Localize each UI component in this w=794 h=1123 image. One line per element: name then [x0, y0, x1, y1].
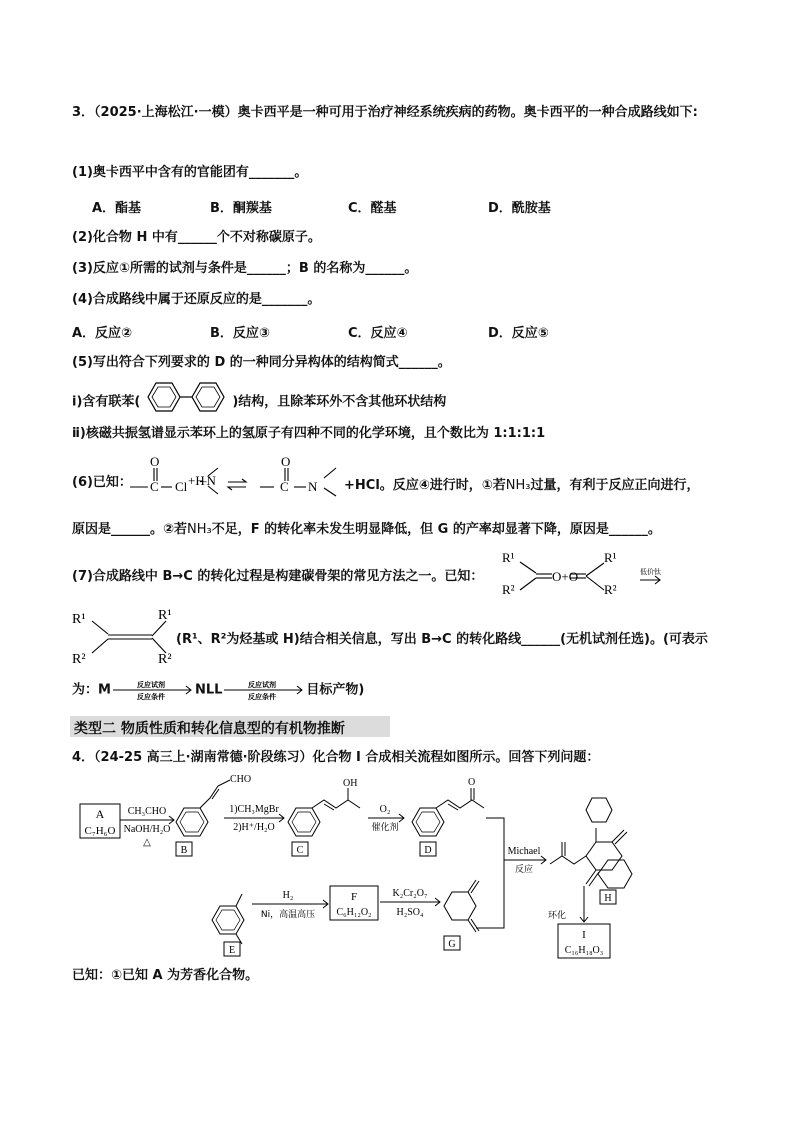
q3-part6-text — [344, 474, 700, 493]
q3-p1-option-c: C．醛基 — [348, 201, 397, 216]
q4-intro: 4．（24-25 高三上·湖南常德·阶段练习）化合物 I 合成相关流程如图所示。回答下列问题： — [72, 750, 600, 765]
q3-part1: (1)奥卡西平中含有的官能团有_______。 — [72, 165, 308, 180]
scheme-r4-top: H₂ — [282, 890, 294, 901]
arrow2-bottom: 反应条件 — [248, 693, 277, 701]
svg-text:R²: R² — [72, 652, 86, 667]
p6-nh3-2: NH₃ — [187, 522, 212, 537]
q3-p5-condition-i — [72, 389, 446, 415]
svg-text:Cl: Cl — [175, 479, 188, 494]
q3-part7: (7)合成路线中 B→C 的转化过程是构建碳骨架的常见方法之一。已知： — [72, 569, 484, 584]
section-title: 类型二 物质性质和转化信息型的有机物推断 — [74, 721, 345, 737]
condition-i-prefix: ⅰ)含有联苯( — [72, 394, 141, 410]
q3-part6-line2 — [72, 521, 661, 539]
q3-part7-cont: (R¹、R²为烃基或 H)结合相关信息，写出 B→C 的转化路线______(无机试剂任选)。(可表示 — [176, 632, 708, 647]
p6-line2a: 原因是______。②若 — [72, 522, 188, 537]
scheme-r1-delta: △ — [143, 837, 151, 848]
scheme-A-label: A — [95, 807, 105, 821]
p7-last-b: NLL — [194, 682, 223, 698]
scheme-D: D — [424, 845, 432, 856]
scheme-CHO: CHO — [230, 774, 252, 785]
scheme-r5-top: K₂Cr₂O₇ — [392, 888, 428, 899]
scheme-OH: OH — [343, 778, 358, 789]
q3-p4-option-d: D．反应⑤ — [488, 326, 549, 341]
p6-nh3: NH₃ — [505, 478, 531, 493]
svg-text:R¹: R¹ — [72, 612, 86, 627]
q3-part7-last — [72, 679, 364, 701]
low-valent-titanium-label: 低价钛 — [640, 568, 661, 576]
scheme-F-formula: C₆H₁₂O₂ — [336, 907, 372, 918]
svg-text:C: C — [150, 479, 159, 494]
svg-text:R¹: R¹ — [604, 550, 617, 565]
scheme-r3-bottom: 催化剂 — [371, 823, 399, 833]
q3-p5-condition-ii: ⅱ)核磁共振氢谱显示苯环上的氢原子有四种不同的化学环境，且个数比为 1:1:1:1 — [72, 426, 546, 441]
scheme-H: H — [604, 893, 612, 904]
section-header — [70, 716, 390, 737]
scheme-r4-bottom: Ni，高温高压 — [260, 910, 316, 920]
p7-last-c: 目标产物) — [306, 682, 365, 698]
scheme-michael-top: Michael — [507, 846, 541, 857]
alkene-product — [70, 605, 180, 669]
q3-part4: (4)合成路线中属于还原反应的是_______。 — [72, 292, 321, 307]
scheme-E: E — [228, 945, 236, 956]
svg-text:–N: –N — [200, 473, 216, 488]
p6-line2b: 不足，F 的转化率未发生明显降低，但 G 的产率却显著下降，原因是______。 — [211, 522, 661, 537]
svg-text:R¹: R¹ — [502, 550, 515, 565]
p7-last-a: 为：M — [72, 682, 111, 698]
svg-text:O: O — [281, 456, 291, 469]
svg-text:R¹: R¹ — [158, 608, 172, 623]
reaction-arrow-2 — [222, 679, 306, 701]
p6-rest: 过量，有利于反应正向进行， — [530, 478, 700, 493]
scheme-A-formula: C₇H₆O — [84, 825, 116, 837]
q3-part2: (2)化合物 H 中有______个不对称碳原子。 — [72, 230, 321, 245]
scheme-O: O — [468, 777, 476, 788]
scheme-r3-top: O₂ — [379, 804, 391, 815]
scheme-I-label: I — [582, 929, 586, 941]
scheme-C: C — [296, 845, 304, 856]
svg-text:R²: R² — [158, 652, 172, 667]
svg-text:R²: R² — [502, 582, 515, 597]
q3-p1-option-b: B．酮羰基 — [210, 201, 272, 216]
q3-part5: (5)写出符合下列要求的 D 的一种同分异构体的结构简式______。 — [72, 355, 451, 370]
scheme-G: G — [448, 939, 456, 950]
scheme-r2-bottom: 2)H⁺/H₂O — [233, 822, 275, 833]
arrow2-top: 反应试剂 — [248, 681, 277, 689]
scheme-I-formula: C₁₆H₁₈O₃ — [564, 945, 604, 956]
scheme-r5-bottom: H₂SO₄ — [396, 907, 424, 918]
reaction-arrow-1 — [111, 679, 195, 701]
scheme-cyclization: 环化 — [547, 911, 566, 921]
q3-part3: (3)反应①所需的试剂与条件是______；B 的名称为______。 — [72, 261, 418, 276]
ketone-coupling-reaction — [500, 548, 690, 604]
q4-synthesis-scheme — [72, 772, 732, 962]
q3-p1-option-d: D．酰胺基 — [488, 201, 551, 216]
q3-p4-option-a: A．反应② — [72, 326, 133, 341]
scheme-r1-top: CH₃CHO — [127, 806, 167, 817]
svg-text:C: C — [280, 479, 289, 494]
condition-i-suffix: )结构，且除苯环外不含其他环状结构 — [232, 394, 447, 410]
arrow1-bottom: 反应条件 — [136, 693, 165, 701]
q3-intro: 3．（2025·上海松江·一模）奥卡西平是一种可用于治疗神经系统疾病的药物。奥卡西平的一种合成路线如下: — [72, 105, 698, 120]
q3-p1-option-a: A．酯基 — [92, 201, 142, 216]
q3-part6-label: (6)已知： — [72, 475, 132, 490]
biphenyl-structure — [140, 379, 232, 415]
svg-text:O: O — [150, 456, 160, 469]
q4-note: 已知：①已知 A 为芳香化合物。 — [72, 968, 259, 983]
q3-p4-option-b: B．反应③ — [210, 326, 270, 341]
p6-hcl: +HCl。反应④进行时，①若 — [344, 478, 506, 493]
scheme-B: B — [180, 845, 188, 856]
scheme-F-label: F — [350, 891, 358, 903]
svg-text:+H: +H — [188, 473, 205, 488]
acyl-chloride-reaction — [128, 456, 350, 500]
svg-text:N: N — [308, 479, 318, 494]
svg-text:R²: R² — [604, 582, 617, 597]
scheme-michael-bottom: 反应 — [514, 865, 534, 875]
arrow1-top: 反应试剂 — [136, 681, 165, 689]
q3-p4-option-c: C．反应④ — [348, 326, 408, 341]
scheme-r1-bottom: NaOH/H₂O — [123, 824, 171, 835]
scheme-r2-top: 1)CH₃MgBr — [229, 804, 279, 815]
svg-text:O+O: O+O — [552, 569, 579, 584]
